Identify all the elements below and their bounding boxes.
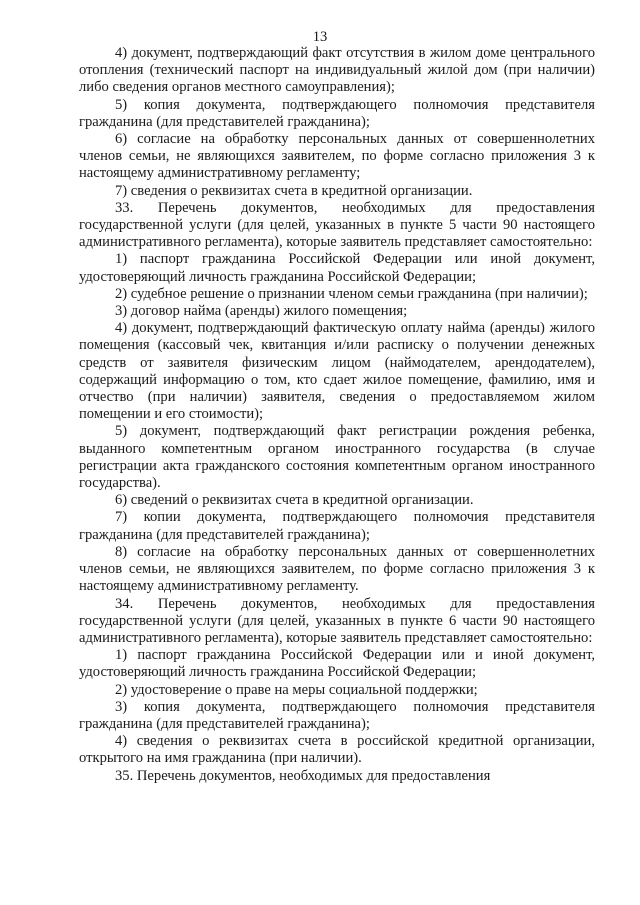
paragraph: 1) паспорт гражданина Российской Федерации или и иной документ, удостоверяющий личность гражданина Российской Федерации; <box>79 647 595 681</box>
paragraph: 3) копия документа, подтверждающего полномочия представителя гражданина (для представителей гражданина); <box>79 698 595 732</box>
page-number: 13 <box>312 29 328 45</box>
paragraph: 3) договор найма (аренды) жилого помещения; <box>115 303 408 320</box>
paragraph: 4) документ, подтверждающий факт отсутствия в жилом доме центрального отопления (технический паспорт на индивидуальный жилой дом (при наличии) либо сведения органов местного самоуправления); <box>79 45 595 96</box>
paragraph: 35. Перечень документов, необходимых для предоставления <box>115 767 491 784</box>
paragraph: 33. Перечень документов, необходимых для предоставления государственной услуги (для целей, указанных в пункте 5 части 90 настоящего административного регламента), которые заявитель представляет самостоятельно: <box>79 199 595 251</box>
paragraph: 34. Перечень документов, необходимых для предоставления государственной услуги (для целей, указанных в пункте 6 части 90 настоящего административного регламента), которые заявитель представляет самостоятельно: <box>79 595 595 646</box>
paragraph: 5) документ, подтверждающий факт регистрации рождения ребенка, выданного компетентным органом иностранного государства (в случае регистрации акта гражданского состояния компетентным органом иностранного государства). <box>79 423 595 492</box>
paragraph: 6) согласие на обработку персональных данных от совершеннолетних членов семьи, не являющихся заявителем, по форме согласно приложения 3 к настоящему административному регламенту; <box>79 131 595 182</box>
page-body <box>79 45 595 785</box>
paragraph: 2) удостоверение о праве на меры социальной поддержки; <box>115 681 478 698</box>
paragraph: 5) копия документа, подтверждающего полномочия представителя гражданина (для представителей гражданина); <box>79 96 595 130</box>
paragraph: 7) копии документа, подтверждающего полномочия представителя гражданина (для представителей гражданина); <box>79 509 595 543</box>
paragraph: 2) судебное решение о признании членом семьи гражданина (при наличии); <box>115 285 588 302</box>
paragraph: 4) сведения о реквизитах счета в российской кредитной организации, открытого на имя гражданина (при наличии). <box>79 733 595 767</box>
paragraph: 6) сведений о реквизитах счета в кредитной организации. <box>115 492 474 509</box>
paragraph: 7) сведения о реквизитах счета в кредитной организации. <box>115 182 473 199</box>
paragraph: 1) паспорт гражданина Российской Федерации или иной документ, удостоверяющий личность гражданина Российской Федерации; <box>79 251 595 285</box>
paragraph: 4) документ, подтверждающий фактическую оплату найма (аренды) жилого помещения (кассовый чек, квитанция и/или расписку о получении денежных средств от заявителя физическим лицом (наймодателем, арендодателем), содержащий информацию о том, кто сдает жилое помещение, фамилию, имя и отчество (при наличии) заявителя, сведения о предоставляемом жилом помещении и его стоимости); <box>79 320 595 423</box>
paragraph: 8) согласие на обработку персональных данных от совершеннолетних членов семьи, не являющихся заявителем, по форме согласно приложения 3 к настоящему административному регламенту. <box>79 543 595 595</box>
